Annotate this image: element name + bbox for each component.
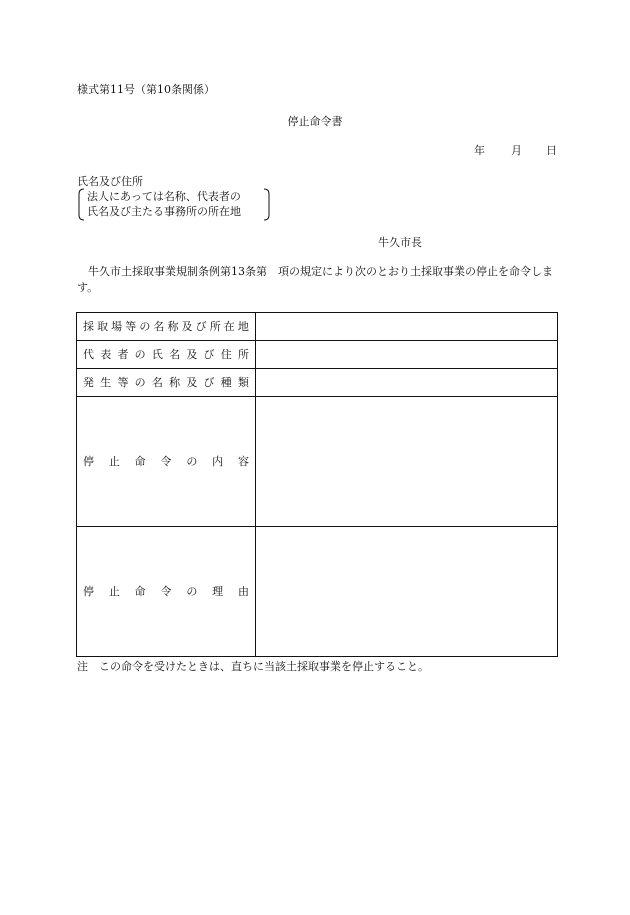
row-label-char: 地 [237, 320, 249, 333]
issuer-name: 牛久市長 [378, 236, 422, 249]
addressee-label: 氏名及び住所 [77, 175, 143, 188]
date-line [474, 144, 557, 158]
row-label-char: 種 [220, 376, 232, 389]
row-label-char: 名 [151, 376, 163, 389]
table-row [76, 396, 558, 526]
row-label-source [83, 368, 249, 396]
row-label-char: 発 [83, 376, 94, 389]
row-label-char: 住 [220, 348, 232, 361]
row-label-char: の [139, 320, 151, 333]
date-day: 日 [546, 144, 557, 157]
row-label-char: 称 [169, 376, 181, 389]
row-label-char: 所 [237, 348, 249, 361]
row-label-reason [83, 526, 249, 656]
info-table [76, 312, 558, 657]
row-label-char: 氏 [151, 348, 163, 361]
row-label-char: 類 [237, 376, 249, 389]
row-label-char: の [134, 348, 146, 361]
row-label-char: 生 [100, 376, 112, 389]
row-label-char: 名 [169, 348, 181, 361]
form-number: 様式第11号（第10条関係） [77, 83, 215, 96]
row-label-char: 及 [186, 348, 198, 361]
row-label-char: 取 [97, 320, 109, 333]
row-label-char: び [203, 348, 215, 361]
row-label-char: の [134, 376, 146, 389]
document-title: 停止命令書 [287, 115, 343, 128]
row-label-char: 所 [209, 320, 221, 333]
row-label-site [83, 312, 249, 340]
row-label-char: 止 [108, 455, 120, 468]
row-label-char: 容 [237, 455, 249, 468]
addressee-bracket-note [76, 188, 272, 221]
row-label-char: 停 [83, 455, 94, 468]
row-label-char: 及 [186, 376, 198, 389]
row-label-char: の [186, 585, 198, 598]
row-label-char: の [186, 455, 198, 468]
row-label-char: び [203, 376, 215, 389]
table-row [76, 368, 558, 396]
row-label-char: び [195, 320, 207, 333]
row-label-char: 由 [237, 585, 249, 598]
row-label-content [83, 396, 249, 526]
row-label-char: 停 [83, 585, 94, 598]
date-month: 月 [511, 144, 522, 157]
row-label-char: 採 [83, 320, 94, 333]
row-label-char: 命 [134, 455, 146, 468]
bracket-note-line-1: 法人にあっては名称、代表者の [87, 190, 241, 203]
table-row [76, 526, 558, 656]
bracket-note-line-2: 氏名及び主たる事務所の所在地 [87, 205, 241, 218]
row-label-char: 理 [212, 585, 224, 598]
row-label-char: 命 [134, 585, 146, 598]
row-label-char: 内 [212, 455, 224, 468]
row-label-char: 表 [100, 348, 112, 361]
row-label-char: 止 [108, 585, 120, 598]
row-label-char: 称 [167, 320, 179, 333]
row-label-char: 名 [153, 320, 165, 333]
row-label-char: 令 [160, 585, 172, 598]
row-label-representative [83, 340, 249, 368]
row-label-char: 令 [160, 455, 172, 468]
row-label-char: 等 [117, 376, 129, 389]
row-label-char: 等 [125, 320, 137, 333]
row-label-char: 者 [117, 348, 129, 361]
row-label-char: 代 [83, 348, 94, 361]
body-text: 牛久市土採取事業規制条例第13条第 項の規定により次のとおり土採取事業の停止を命令します。 [77, 265, 553, 294]
table-row [76, 312, 558, 340]
row-label-char: 及 [181, 320, 193, 333]
row-label-char: 在 [223, 320, 235, 333]
row-label-char: 場 [111, 320, 123, 333]
table-row [76, 340, 558, 368]
footer-note: 注 この命令を受けたときは、直ちに当該土採取事業を停止すること。 [77, 660, 429, 673]
date-year: 年 [474, 144, 485, 157]
